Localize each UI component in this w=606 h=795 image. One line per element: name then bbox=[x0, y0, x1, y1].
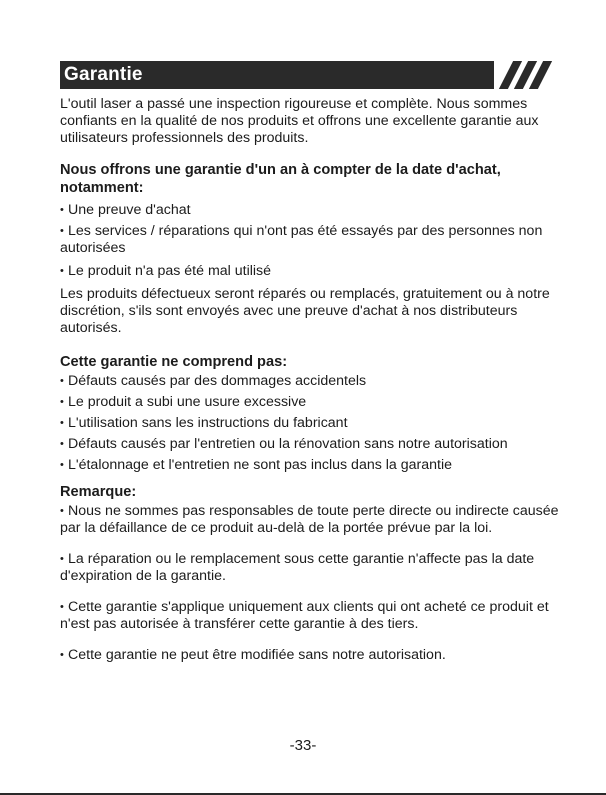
bullet-icon: • bbox=[60, 417, 64, 429]
bullet-icon: • bbox=[60, 265, 64, 277]
coverage-note: Les produits défectueux seront réparés ou remplacés, gratuitement ou à notre discrétion, s'ils sont envoyés avec une preuve d'achat à nos distributeurs autorisés. bbox=[60, 286, 550, 336]
exclusion-item: • Défauts causés par l'entretien ou la rénovation sans notre autorisation bbox=[60, 436, 508, 452]
bullet-icon: • bbox=[60, 553, 64, 565]
exclusion-item: • L'utilisation sans les instructions du fabricant bbox=[60, 415, 348, 431]
warranty-content bbox=[60, 96, 560, 664]
exclusion-item: • Le produit a subi une usure excessive bbox=[60, 394, 307, 410]
coverage-heading-line1: Nous offrons une garantie d'un an à compter de la date d'achat, bbox=[60, 162, 501, 178]
remark-item: • La réparation ou le remplacement sous cette garantie n'affecte pas la date d'expiration de la garantie. bbox=[60, 551, 535, 584]
bullet-icon: • bbox=[60, 459, 64, 471]
exclusion-item: • L'étalonnage et l'entretien ne sont pas inclus dans la garantie bbox=[60, 457, 453, 473]
bullet-icon: • bbox=[60, 225, 64, 237]
bullet-icon: • bbox=[60, 375, 64, 387]
bullet-icon: • bbox=[60, 601, 64, 613]
page-number: -33- bbox=[289, 737, 317, 754]
exclusions-heading: Cette garantie ne comprend pas: bbox=[60, 354, 288, 370]
bullet-icon: • bbox=[60, 505, 64, 517]
remark-item: • Cette garantie ne peut être modifiée sans notre autorisation. bbox=[60, 647, 446, 663]
intro-paragraph: L'outil laser a passé une inspection rigoureuse et complète. Nous sommes confiants en la qualité de nos produits et offrons une excellente garantie aux utilisateurs professionnels des produits. bbox=[60, 96, 539, 146]
coverage-item: • Une preuve d'achat bbox=[60, 202, 191, 218]
bullet-icon: • bbox=[60, 649, 64, 661]
section-banner bbox=[60, 61, 548, 89]
remarks-heading: Remarque: bbox=[60, 484, 137, 500]
bullet-icon: • bbox=[60, 396, 64, 408]
page-title: Garantie bbox=[64, 64, 143, 85]
exclusion-item: • Défauts causés par des dommages accidentels bbox=[60, 373, 367, 389]
coverage-item: • Le produit n'a pas été mal utilisé bbox=[60, 263, 272, 279]
bullet-icon: • bbox=[60, 204, 64, 216]
bullet-icon: • bbox=[60, 438, 64, 450]
remark-item: • Cette garantie s'applique uniquement aux clients qui ont acheté ce produit et n'est pas autorisée à transférer cette garantie à des tiers. bbox=[60, 599, 549, 632]
coverage-heading-line2: notamment: bbox=[60, 180, 144, 196]
coverage-item: • Les services / réparations qui n'ont pas été essayés par des personnes non autorisées bbox=[60, 223, 543, 256]
remark-item: • Nous ne sommes pas responsables de toute perte directe ou indirecte causée par la défaillance de ce produit au-delà de la portée prévue par la loi. bbox=[60, 503, 559, 536]
